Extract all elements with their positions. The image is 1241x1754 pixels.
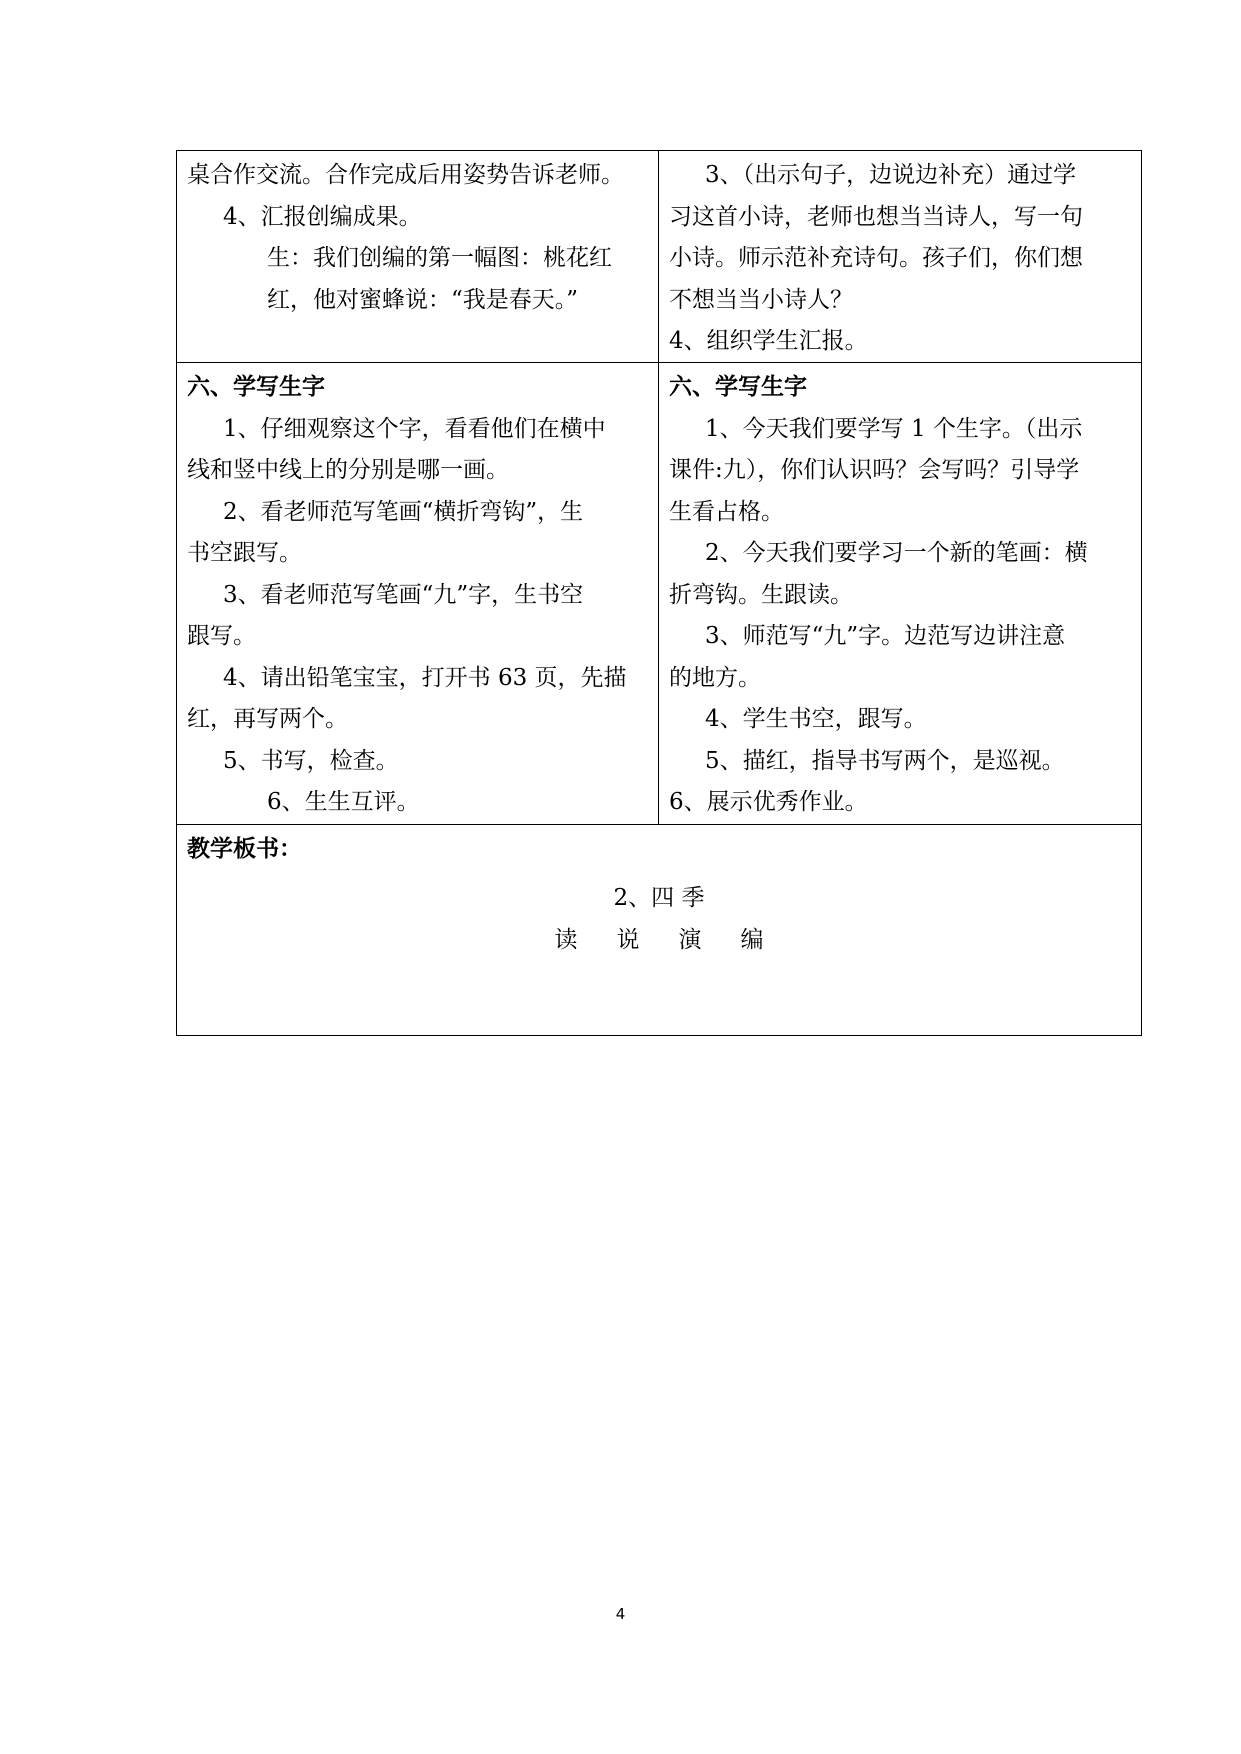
table-row — [177, 151, 1141, 363]
text-line: 习这首小诗，老师也想当当诗人，写一句 — [669, 203, 1083, 230]
text-line: 4、学生书空，跟写。 — [705, 706, 927, 732]
board-heading: 教学板书： — [187, 836, 302, 862]
board-item: 说 — [616, 926, 640, 953]
left-cell — [177, 363, 659, 824]
text-line: 6、展示优秀作业。 — [669, 789, 868, 815]
text-line: 课件:九），你们认识吗？会写吗？引导学 — [669, 457, 1080, 483]
text-line: 不想当当小诗人？ — [669, 286, 853, 313]
table-row — [177, 825, 1141, 1035]
text-line: 4、请出铅笔宝宝，打开书 63 页，先描 — [223, 664, 627, 691]
section-heading: 六、学写生字 — [669, 374, 807, 400]
text-line: 小诗。师示范补充诗句。孩子们，你们想 — [669, 245, 1083, 271]
text-line: 跟写。 — [187, 623, 256, 649]
text-line: 红，再写两个。 — [187, 706, 348, 732]
board-item: 演 — [678, 926, 702, 953]
text-line: 书空跟写。 — [187, 540, 302, 566]
text-line: 折弯钩。生跟读。 — [669, 581, 853, 608]
left-cell — [177, 151, 659, 362]
text-line: 2、看老师范写笔画“横折弯钩”，生 — [223, 498, 584, 525]
board-item: 编 — [740, 926, 764, 953]
section-heading: 六、学写生字 — [187, 374, 325, 400]
right-cell — [659, 363, 1141, 824]
text-line: 1、今天我们要学写 1 个生字。（出示 — [705, 415, 1083, 442]
text-line: 3、看老师范写笔画“九”字，生书空 — [223, 581, 584, 608]
text-line: 3、（出示句子，边说边补充）通过学 — [705, 162, 1077, 188]
text-line: 1、仔细观察这个字，看看他们在横中 — [223, 415, 606, 442]
board-cell — [177, 825, 1141, 1035]
text-line: 3、师范写“九”字。边范写边讲注意 — [705, 623, 1066, 649]
text-line: 2、今天我们要学习一个新的笔画：横 — [705, 540, 1088, 566]
right-cell — [659, 151, 1141, 362]
right-cell-body — [669, 409, 1131, 824]
text-line: 5、书写，检查。 — [223, 747, 399, 774]
text-line: 4、组织学生汇报。 — [669, 328, 868, 354]
text-line: 生：我们创编的第一幅图：桃花红 — [267, 245, 612, 271]
board-item: 读 — [554, 926, 578, 953]
text-line: 5、描红，指导书写两个，是巡视。 — [705, 747, 1065, 774]
board-title: 2、四 季 — [613, 884, 705, 911]
left-cell-body — [187, 409, 648, 824]
text-line: 4、汇报创编成果。 — [223, 203, 422, 230]
lesson-plan-table — [176, 150, 1142, 1036]
text-line: 桌合作交流。合作完成后用姿势告诉老师。 — [187, 162, 624, 188]
table-row — [177, 363, 1141, 825]
text-line: 生看占格。 — [669, 498, 784, 525]
text-line: 线和竖中线上的分别是哪一画。 — [187, 457, 509, 483]
page-number: 4 — [615, 1605, 626, 1623]
text-line: 的地方。 — [669, 664, 761, 691]
text-line: 红，他对蜜蜂说：“我是春天。” — [267, 286, 579, 313]
board-items — [187, 919, 1131, 961]
text-line: 6、生生互评。 — [267, 789, 420, 815]
